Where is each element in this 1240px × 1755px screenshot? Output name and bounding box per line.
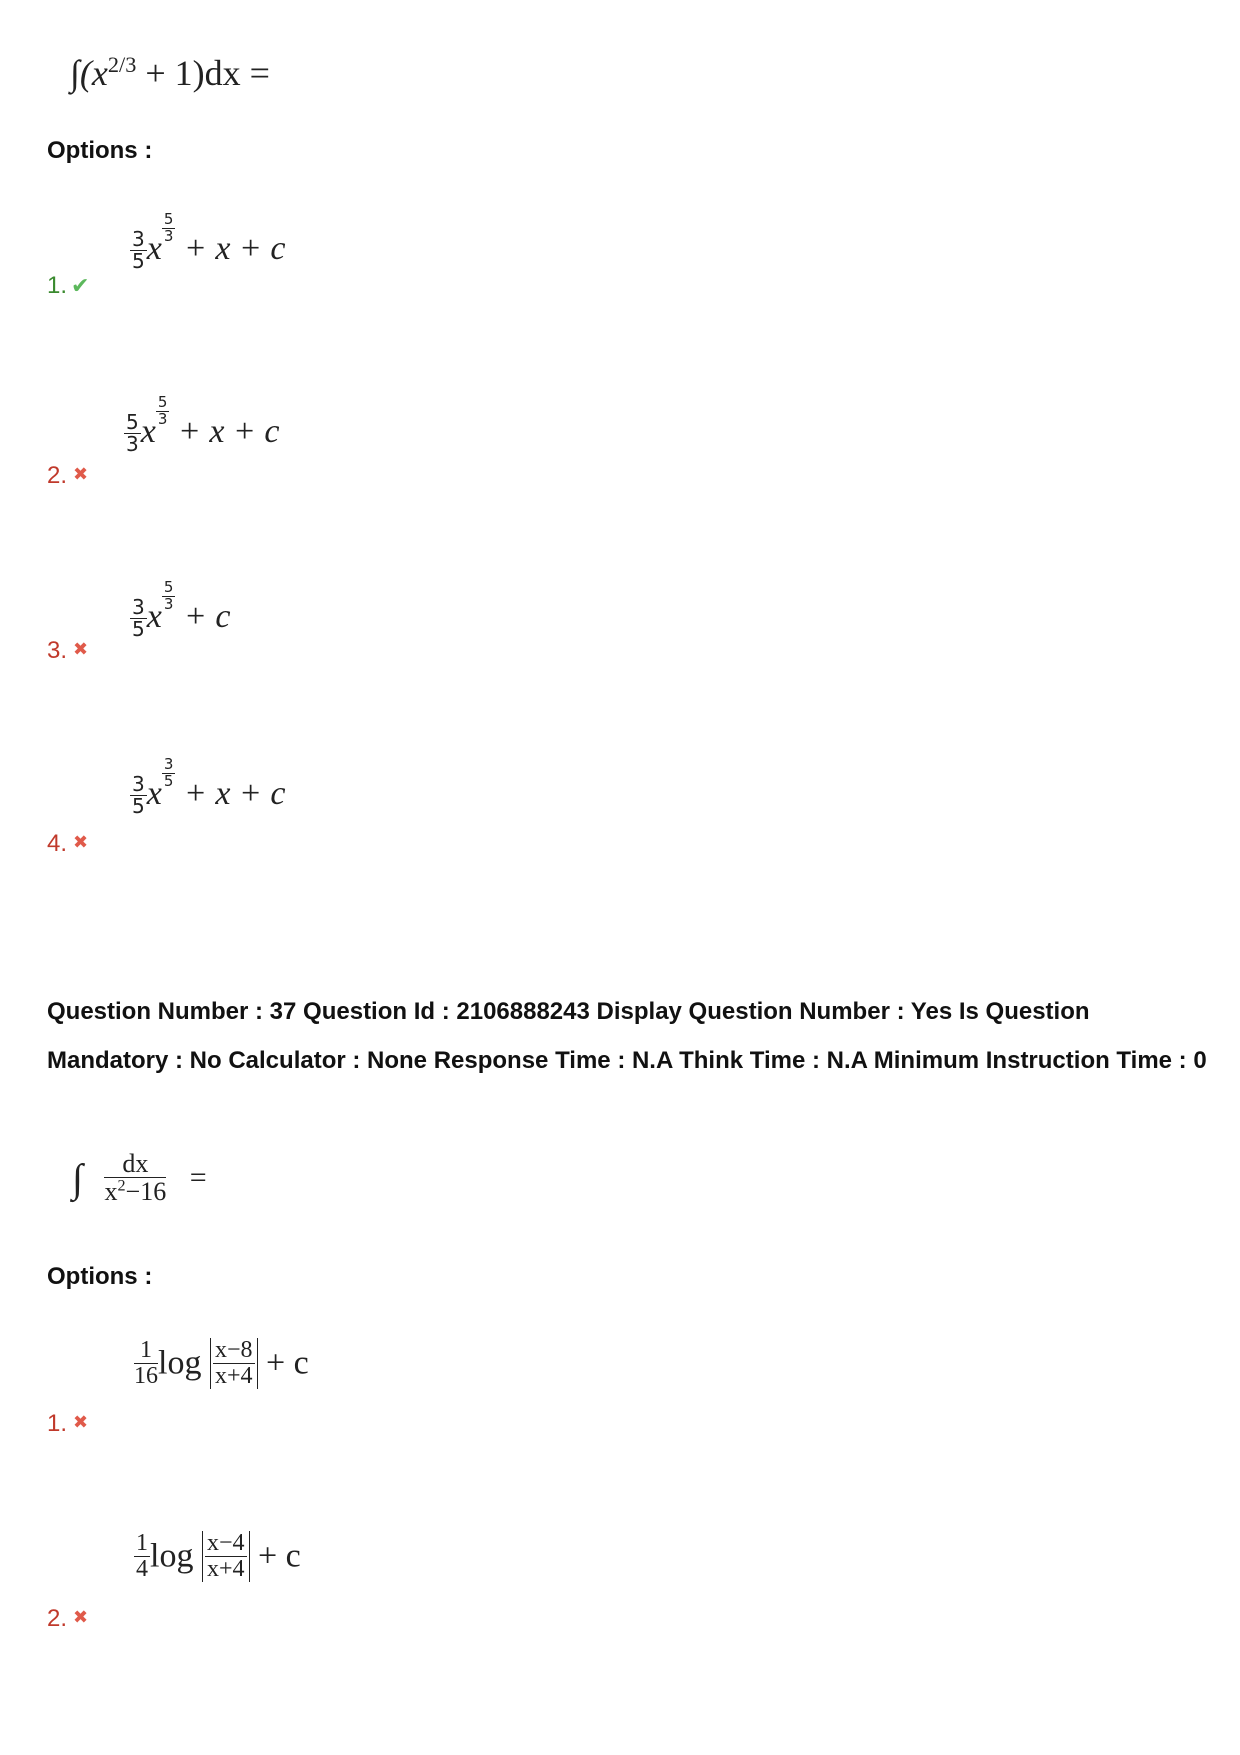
variable: x	[146, 229, 162, 267]
q36-option-2-expr	[124, 395, 279, 455]
variable: x	[140, 412, 156, 450]
abs-value: $\frac{x-4}{x+4}$	[202, 1531, 250, 1582]
tail: + c	[258, 1537, 301, 1575]
q37-options-label: Options :	[47, 1263, 153, 1290]
tail: + c	[266, 1344, 309, 1382]
stem-fraction: $\frac{dx}{x^2-16}$	[104, 1149, 167, 1207]
tail: + x + c	[177, 412, 280, 450]
exp-fraction: $\frac{5}{3}$	[157, 393, 168, 428]
q36-option-4-expr	[130, 757, 285, 817]
tail: + x + c	[183, 774, 286, 812]
q37-meta: Question Number : 37 Question Id : 2106888243 Display Question Number : Yes Is Question Mandatory : No Calculator : None Response Time : N.A Think Time : N.A Minimum Instruction Time : 0	[47, 998, 1207, 1074]
q36-option-4-number	[47, 830, 88, 858]
q36-option-1-number	[47, 272, 89, 300]
number-text: 1.	[47, 1410, 68, 1437]
exp-fraction: $\frac{5}{3}$	[163, 210, 174, 245]
q37-option-1-expr	[134, 1338, 309, 1389]
number-text: 4.	[47, 830, 68, 857]
coef-fraction: $\frac{3}{5}$	[132, 227, 145, 274]
q36-option-3-expr	[130, 580, 230, 640]
number-text: 2.	[47, 1605, 68, 1632]
cross-icon: ✖	[73, 1607, 89, 1627]
tail: + x + c	[183, 229, 286, 267]
q36-option-1-expr	[130, 212, 285, 272]
exp-fraction: $\frac{5}{3}$	[163, 578, 174, 613]
integral-sign: ∫	[72, 1155, 83, 1201]
tail: + c	[183, 597, 231, 635]
coef-fraction: $\frac{3}{5}$	[132, 595, 145, 642]
log-text: log	[158, 1344, 202, 1382]
abs-value: $\frac{x-8}{x+4}$	[210, 1338, 258, 1389]
cross-icon: ✖	[73, 832, 89, 852]
cross-icon: ✖	[73, 639, 89, 659]
q36-option-3-number	[47, 637, 88, 665]
check-icon: ✔	[71, 273, 90, 298]
q36-stem-open: (x	[79, 53, 108, 93]
cross-icon: ✖	[73, 464, 89, 484]
coef-fraction: $\frac{1}{4}$	[136, 1530, 148, 1583]
variable: x	[146, 774, 162, 812]
exp-fraction: $\frac{3}{5}$	[163, 755, 174, 790]
cross-icon: ✖	[73, 1412, 89, 1432]
q36-stem	[70, 52, 270, 94]
q37-option-2-number	[47, 1605, 88, 1633]
number-text: 1.	[47, 272, 68, 299]
q37-stem	[72, 1150, 207, 1206]
q36-options-label: Options :	[47, 137, 153, 164]
number-text: 2.	[47, 462, 68, 489]
q36-stem-rest: + 1)dx =	[136, 53, 270, 93]
variable: x	[146, 597, 162, 635]
log-text: log	[150, 1537, 194, 1575]
coef-fraction: $\frac{3}{5}$	[132, 772, 145, 819]
equals-sign: =	[189, 1160, 207, 1194]
q37-option-1-number	[47, 1410, 88, 1438]
q36-option-2-number	[47, 462, 88, 490]
coef-fraction: $\frac{1}{16}$	[134, 1337, 158, 1390]
integral-sign: ∫	[70, 53, 80, 93]
number-text: 3.	[47, 637, 68, 664]
coef-fraction: $\frac{5}{3}$	[126, 410, 139, 457]
q37-option-2-expr	[134, 1531, 301, 1582]
q36-stem-exp: 2/3	[107, 52, 137, 77]
